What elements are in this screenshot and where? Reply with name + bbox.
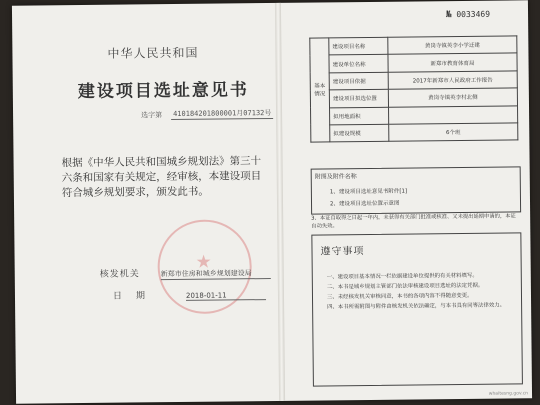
row-value: 黄岗寺镇英李小学迁建	[388, 36, 517, 55]
rules-box	[311, 232, 523, 386]
serial-number: 410184201800001月07132号	[171, 108, 273, 120]
issuer-label: 核发机关	[99, 269, 140, 280]
basic-info-table	[309, 35, 518, 143]
watermark: whaitesng.gov.cn	[488, 391, 529, 397]
number-symbol: №	[446, 10, 452, 21]
row-label: 拟用地面积	[330, 107, 389, 125]
row-value: 6个班	[389, 123, 518, 142]
row-value: 黄岗寺镇英李村北侧	[388, 88, 517, 107]
row-label: 建设项目依据	[329, 72, 388, 90]
right-page	[281, 0, 532, 401]
row-label: 建设单位名称	[329, 55, 388, 73]
row-label: 建设项目名称	[329, 37, 388, 55]
row-value: 2017年新郑市人民政府工作报告	[388, 71, 517, 90]
date-value: 2018-01-11	[186, 291, 266, 301]
issuer-value: 新郑市住房和城乡规划建设局	[161, 268, 271, 280]
rule-item: 四、本书所需附图与附件由核发机关依法确定，与本书具有同等法律效力。	[327, 302, 506, 311]
attachments-box	[311, 166, 521, 214]
body-text: 根据《中华人民共和国城乡规划法》第三十六条和国家有关规定，经审核，本建设项目符合城乡规划要求，颁发此书。	[61, 155, 262, 200]
row-label: 建设项目拟选位置	[329, 89, 388, 107]
seal-star-icon: ★	[195, 251, 212, 273]
rule-item: 二、本书是城乡规划主管部门依法审核建设项目选址的法定凭据。	[326, 282, 484, 291]
row-label: 拟建设规模	[330, 124, 389, 142]
table-row	[310, 71, 517, 91]
attachments-title: 附图及附件名称	[314, 173, 357, 181]
rule-item: 三、未经核发机关审核同意，本书的各项内容不得随意变更。	[326, 292, 473, 301]
attachment-item: 1、建设项目选址意见书附件[1]	[329, 188, 408, 196]
rules-title: 遵守事项	[320, 246, 365, 258]
document-number	[446, 10, 490, 20]
table-row	[311, 123, 518, 143]
validity-note: 3、本证自取得之日起一年内，未获得有关部门批准或核准、又未提出延期申请的，本证自动失效。	[311, 213, 516, 230]
table-row	[310, 53, 517, 73]
date-label: 日期	[112, 291, 160, 302]
country-name: 中华人民共和国	[107, 45, 199, 61]
table-row	[310, 88, 517, 108]
table-row	[310, 36, 517, 56]
number-value: 0033469	[456, 9, 491, 20]
serial-label: 选字第	[141, 111, 163, 120]
rule-item: 一、建设项目基本情况一栏依据建设单位提供的有关材料填写。	[326, 272, 478, 281]
row-value	[389, 105, 518, 124]
document-title: 建设项目选址意见书	[77, 80, 249, 103]
table-row	[311, 105, 518, 125]
left-page	[12, 3, 279, 404]
document-sheet	[12, 0, 532, 403]
row-value: 新郑市教育体育局	[388, 53, 517, 72]
side-label: 基本情况	[310, 38, 330, 143]
attachment-item: 2、建设项目选址位置示意图	[329, 200, 400, 208]
